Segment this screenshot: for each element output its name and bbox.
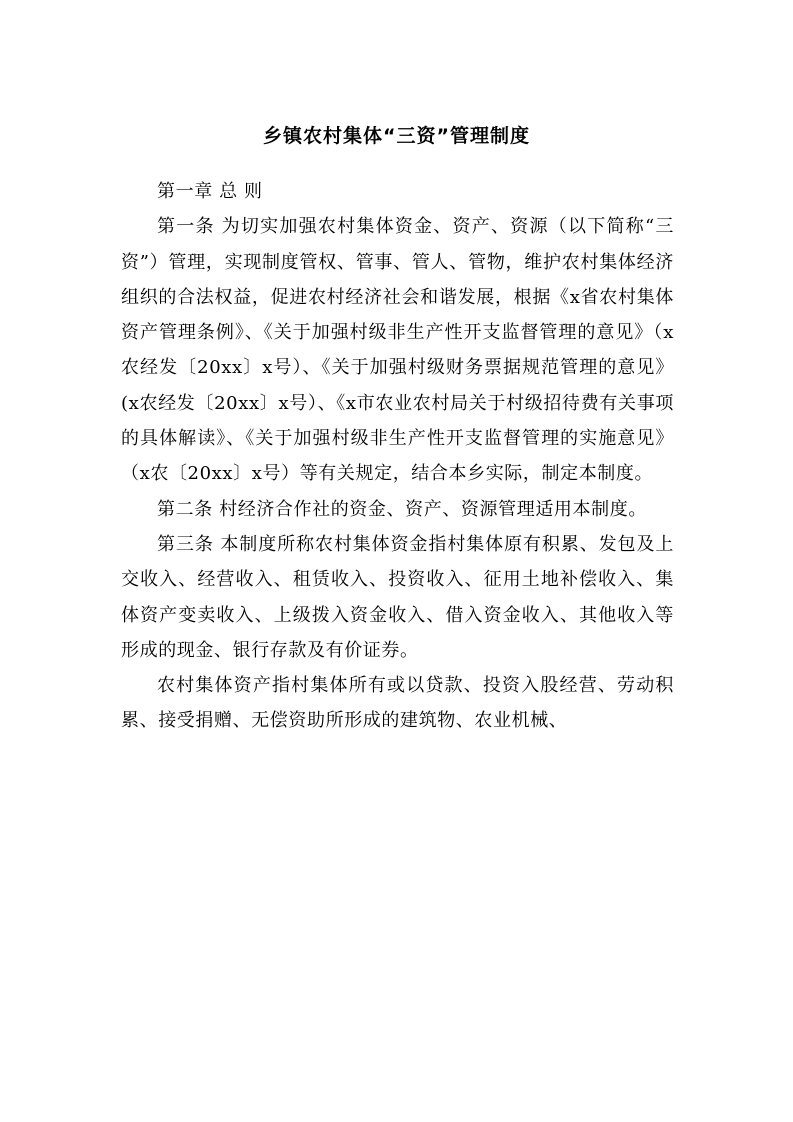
collective-assets-paragraph: 农村集体资产指村集体所有或以贷款、投资入股经营、劳动积累、接受捐赠、无偿资助所形成的建筑物、农业机械、: [121, 675, 674, 732]
article-1-paragraph: 第一条 为切实加强农村集体资金、资产、资源（以下简称“三资”）管理，实现制度管权、管事、管人、管物，维护农村集体经济组织的合法权益，促进农村经济社会和谐发展，根据《x省农村集体资产管理条例》、《关于加强村级非生产性开支监督管理的意见》（x农经发〔20xx〕x号）、《关于加强村级财务票据规范管理的意见》(x农经发〔20xx〕x号）、《x市农业农村局关于村级招待费有关事项的具体解读》、《关于加强村级非生产性开支监督管理的实施意见》（x农〔20xx〕x号）等有关规定，结合本乡实际，制定本制度。: [121, 216, 674, 485]
chapter-heading: 第一章 总 则: [157, 181, 263, 202]
article-3-paragraph: 第三条 本制度所称农村集体资金指村集体原有积累、发包及上交收入、经营收入、租赁收入、投资收入、征用土地补偿收入、集体资产变卖收入、上级拨入资金收入、借入资金收入、其他收入等形成的现金、银行存款及有价证券。: [121, 533, 674, 661]
article-2-paragraph: 第二条 村经济合作社的资金、资产、资源管理适用本制度。: [157, 498, 647, 520]
document-body: [121, 174, 674, 739]
document-title: 乡镇农村集体“三资”管理制度: [263, 125, 530, 147]
